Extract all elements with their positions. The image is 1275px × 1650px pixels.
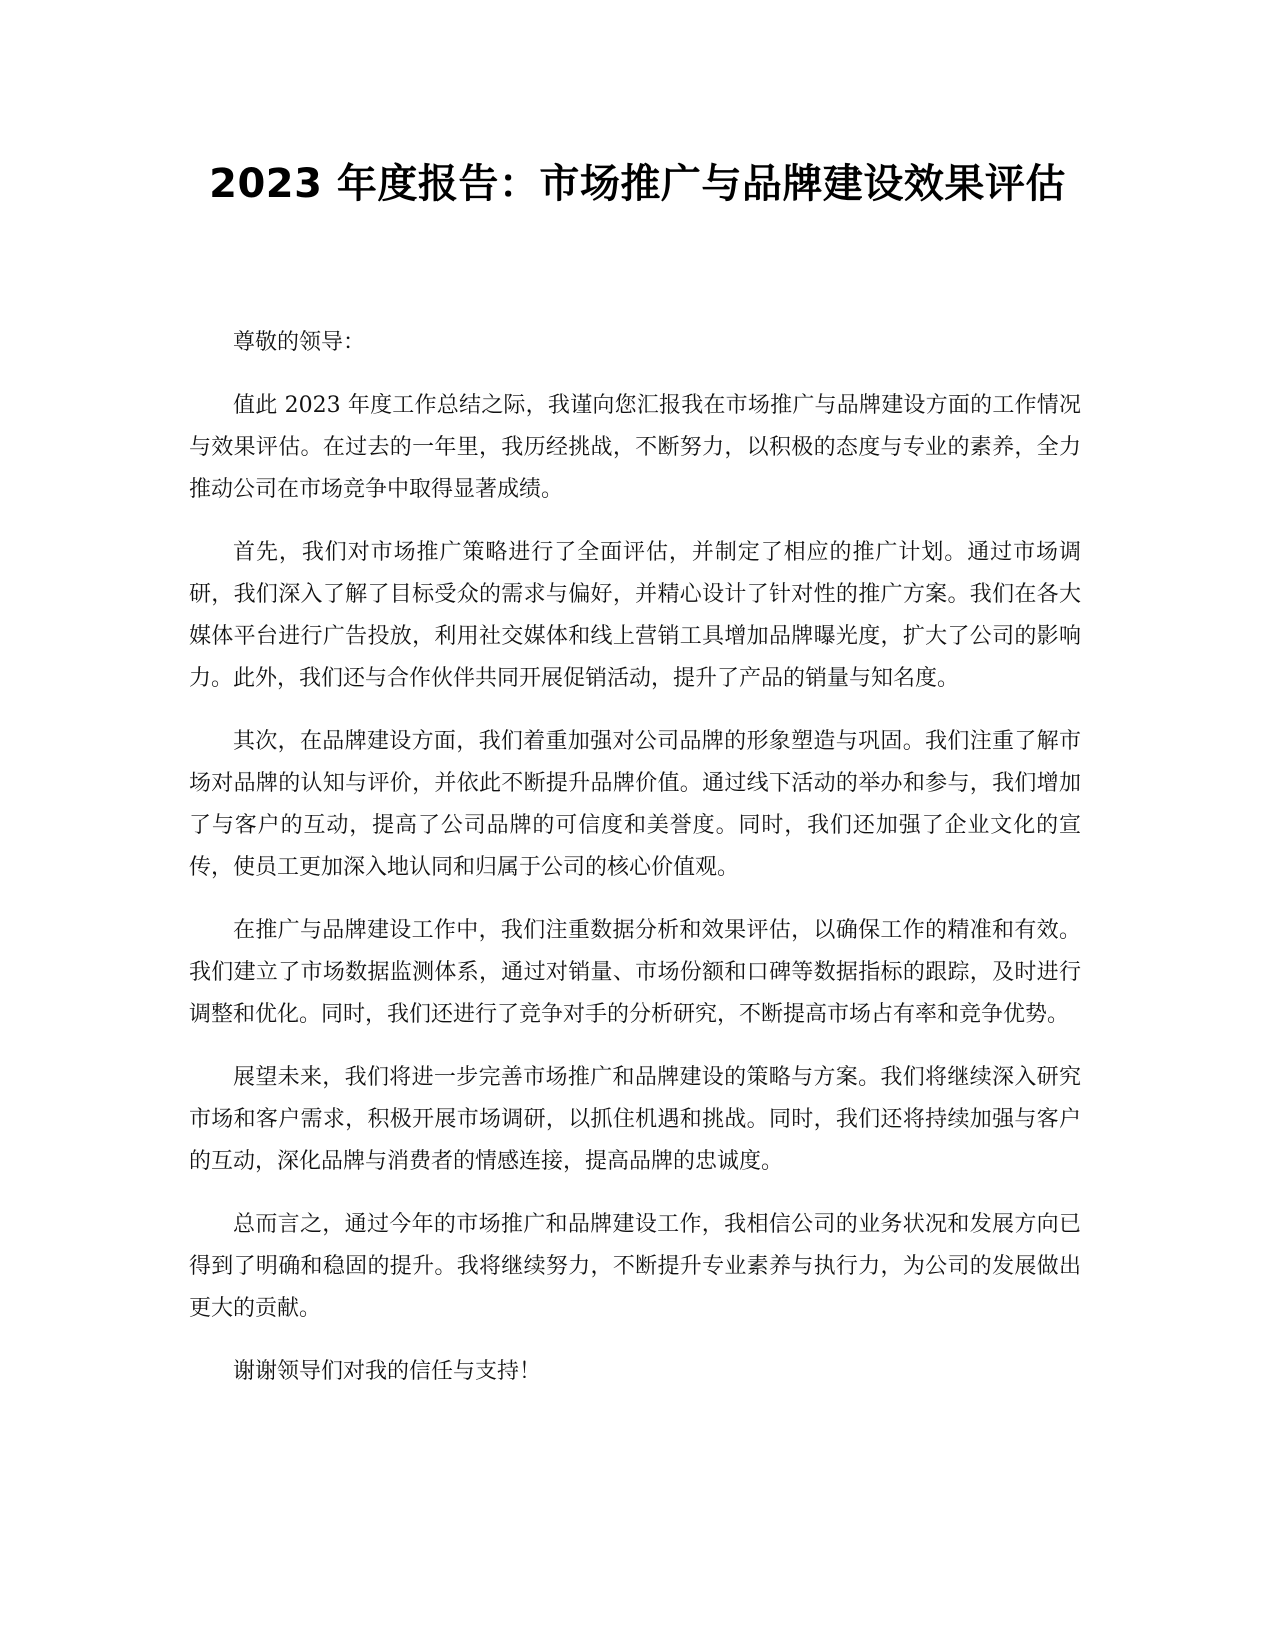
- paragraph-intro: 值此 2023 年度工作总结之际，我谨向您汇报我在市场推广与品牌建设方面的工作情况与效果评估。在过去的一年里，我历经挑战，不断努力，以积极的态度与专业的素养，全力推动公司在市场竞争中取得显著成绩。: [189, 393, 1081, 502]
- paragraph-summary: 总而言之，通过今年的市场推广和品牌建设工作，我相信公司的业务状况和发展方向已得到了明确和稳固的提升。我将继续努力，不断提升专业素养与执行力，为公司的发展做出更大的贡献。: [189, 1212, 1081, 1321]
- paragraph-marketing: 首先，我们对市场推广策略进行了全面评估，并制定了相应的推广计划。通过市场调研，我们深入了解了目标受众的需求与偏好，并精心设计了针对性的推广方案。我们在各大媒体平台进行广告投放，利用社交媒体和线上营销工具增加品牌曝光度，扩大了公司的影响力。此外，我们还与合作伙伴共同开展促销活动，提升了产品的销量与知名度。: [189, 540, 1081, 691]
- document-title: 2023 年度报告：市场推广与品牌建设效果评估: [209, 161, 1066, 207]
- paragraph-data-analysis: 在推广与品牌建设工作中，我们注重数据分析和效果评估，以确保工作的精准和有效。我们建立了市场数据监测体系，通过对销量、市场份额和口碑等数据指标的跟踪，及时进行调整和优化。同时，我们还进行了竞争对手的分析研究，不断提高市场占有率和竞争优势。: [189, 918, 1081, 1027]
- salutation: 尊敬的领导：: [233, 330, 366, 355]
- paragraph-outlook: 展望未来，我们将进一步完善市场推广和品牌建设的策略与方案。我们将继续深入研究市场和客户需求，积极开展市场调研，以抓住机遇和挑战。同时，我们还将持续加强与客户的互动，深化品牌与消费者的情感连接，提高品牌的忠诚度。: [189, 1065, 1081, 1174]
- paragraph-branding: 其次，在品牌建设方面，我们着重加强对公司品牌的形象塑造与巩固。我们注重了解市场对品牌的认知与评价，并依此不断提升品牌价值。通过线下活动的举办和参与，我们增加了与客户的互动，提高了公司品牌的可信度和美誉度。同时，我们还加强了企业文化的宣传，使员工更加深入地认同和归属于公司的核心价值观。: [189, 729, 1081, 880]
- document-body: [189, 322, 1081, 1414]
- closing-line: 谢谢领导们对我的信任与支持！: [233, 1359, 542, 1384]
